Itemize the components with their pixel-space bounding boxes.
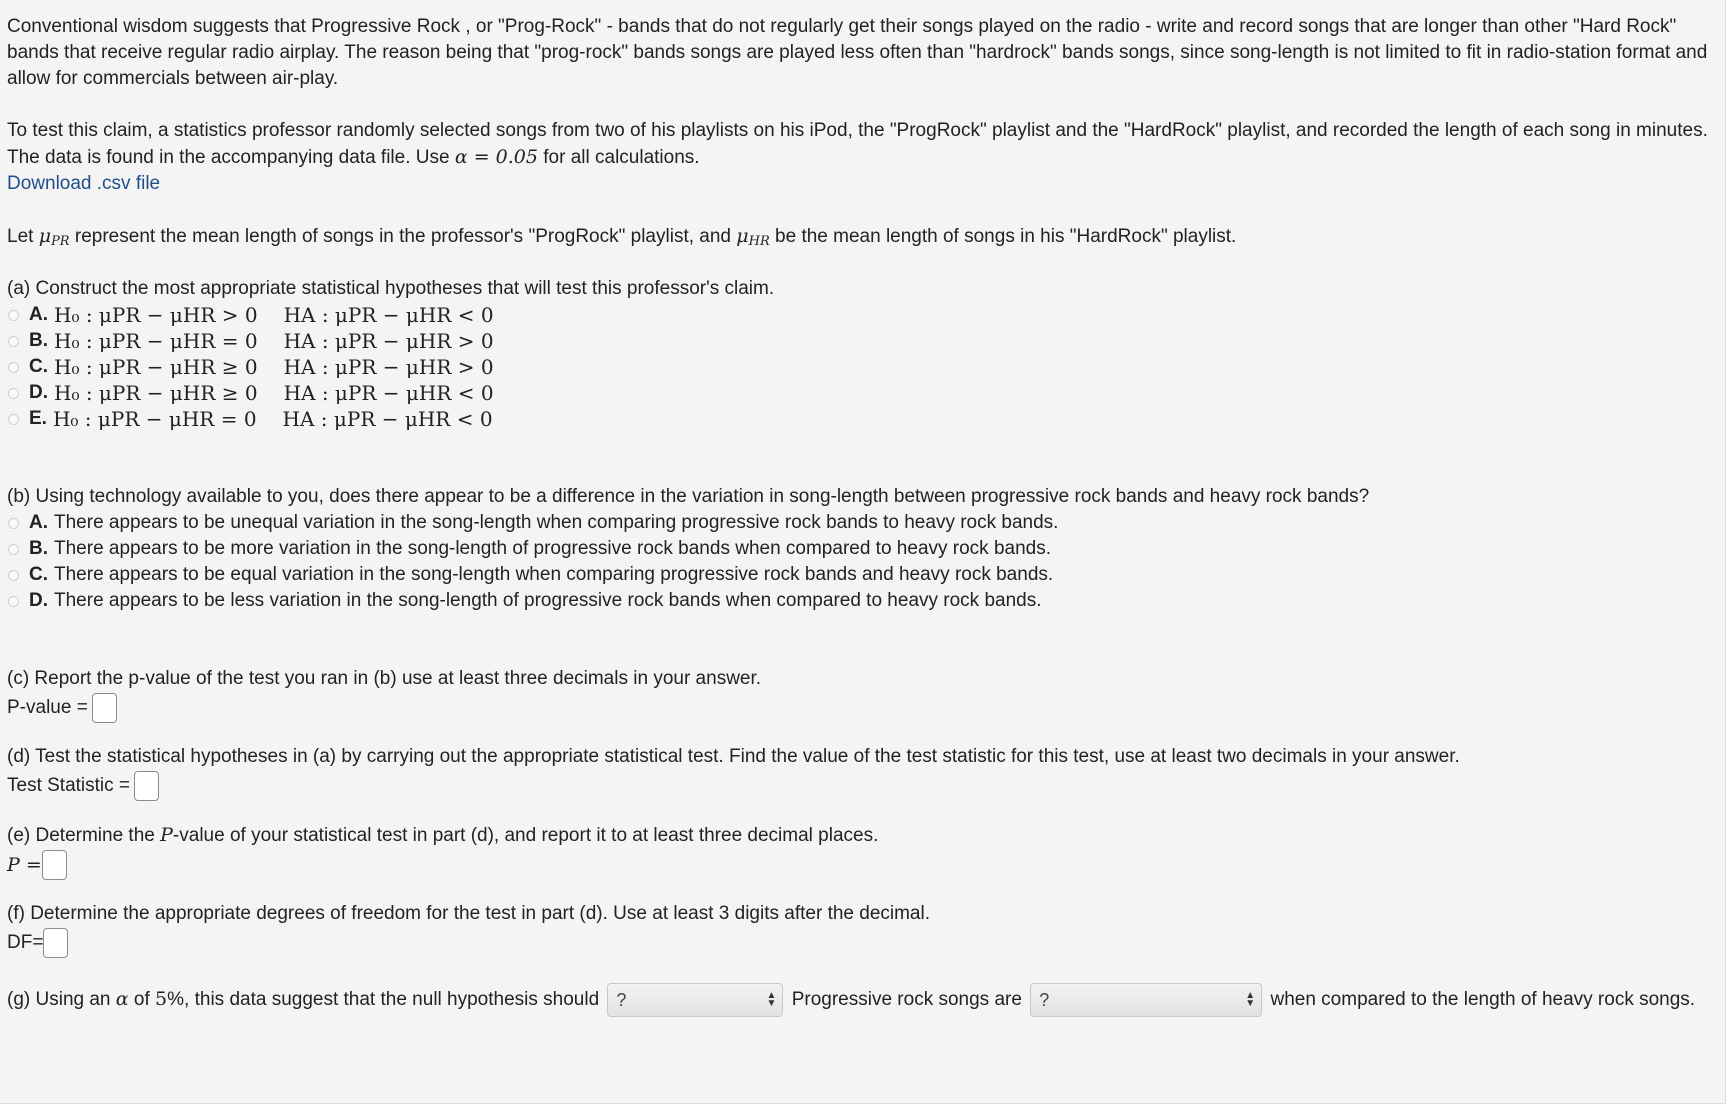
null-hypothesis: H₀ : μPR − μHR > 0 [54,303,258,327]
part-b-question: (b) Using technology available to you, does there appear to be a difference in the variation in song-length between progressive rock bands and heavy rock bands? [7,486,1370,507]
radio-button[interactable] [8,544,19,555]
null-hypothesis: H₀ : μPR − μHR ≥ 0 [54,381,258,405]
option-letter: D. [29,382,48,403]
radio-button[interactable] [8,596,19,607]
part-g-of: of [133,989,150,1011]
select-arrows-icon: ▲ ▼ [1245,990,1256,1009]
part-b-option[interactable] [7,562,1717,588]
radio-button[interactable] [8,310,19,321]
let-definition [7,223,1717,250]
let-mid: represent the mean length of songs in the professor's "ProgRock" playlist, and [74,226,731,247]
p-label: P = [7,854,42,876]
part-g-post: when compared to the length of heavy rock songs. [1270,989,1696,1011]
radio-button[interactable] [8,336,19,347]
hypothesis-pair [54,302,494,328]
hypothesis-pair [53,406,493,432]
test-statistic-label: Test Statistic = [7,775,131,796]
intro-paragraph-3 [7,144,1717,171]
alternative-hypothesis: HA : μPR − μHR < 0 [283,303,494,327]
part-g-mid-2: Progressive rock songs are [791,989,1022,1011]
option-letter: A. [29,512,48,533]
mu-pr-symbol: $\mu_{PR}$ [38,225,70,249]
alternative-hypothesis: HA : μPR − μHR > 0 [283,329,494,353]
part-e-question [7,822,1717,849]
alpha-text-post: for all calculations. [543,147,700,168]
radio-button[interactable] [8,414,19,425]
part-c-question: (c) Report the p-value of the test you ran in (b) use at least three decimals in your answer. [7,668,762,689]
mu-hr-symbol: $\mu_{HR}$ [736,225,770,249]
part-f-answer-row [7,927,1717,959]
option-letter: C. [29,356,48,377]
part-d-question: (d) Test the statistical hypotheses in (a) by carrying out the appropriate statistical test. Find the value of the test statistic for this test, use at least two decimals in your answer. [7,746,1460,767]
part-g-question [7,983,1717,1017]
part-a-option[interactable] [7,406,1717,432]
intro-paragraph-1: Conventional wisdom suggests that Progressive Rock , or "Prog-Rock" - bands that do not regularly get their songs played on the radio - write and record songs that are longer than other "Hard Rock" bands that receive regular radio airplay. The reason being that "prog-rock" bands songs are played less often than "hardrock" bands songs, since song-length is not limited to fit in radio-station format and allow for commercials between air-play. [7,16,1708,89]
null-hypothesis-select[interactable] [607,983,783,1017]
part-e-pre: (e) Determine the [7,825,155,846]
option-letter: A. [29,304,48,325]
five-value: 5 [155,988,168,1011]
alpha-text-pre: The data is found in the accompanying data file. Use [7,147,450,168]
option-letter: D. [29,590,48,611]
length-comparison-select[interactable] [1030,983,1262,1017]
intro-paragraph-2: To test this claim, a statistics professor randomly selected songs from two of his playlists on his iPod, the "ProgRock" playlist and the "HardRock" playlist, and recorded the length of each song in minutes. [7,120,1708,141]
option-letter: C. [29,564,48,585]
option-letter: E. [29,408,47,429]
part-e-answer-row [7,849,1717,881]
let-post: be the mean length of songs in his "HardRock" playlist. [775,226,1237,247]
download-csv-link[interactable]: Download .csv file [7,173,161,194]
alpha-equation: α = 0.05 [454,146,538,168]
p-input[interactable] [42,850,67,880]
select-arrows-icon: ▲ ▼ [766,990,777,1009]
df-input[interactable] [43,928,68,958]
p-symbol: P [160,824,173,846]
part-b-option[interactable] [7,510,1717,536]
option-text: There appears to be less variation in the song-length of progressive rock bands when compared to heavy rock bands. [54,590,1042,611]
let-pre: Let [7,226,34,247]
part-b-options [7,510,1717,614]
alpha-symbol: α [115,988,129,1011]
option-text: There appears to be equal variation in the song-length when comparing progressive rock bands and heavy rock bands. [54,564,1054,585]
part-c-answer-row [7,692,1717,724]
df-label: DF= [7,932,44,953]
option-letter: B. [29,538,48,559]
radio-button[interactable] [8,362,19,373]
part-f-question: (f) Determine the appropriate degrees of freedom for the test in part (d). Use at least 3 digits after the decimal. [7,903,931,924]
alternative-hypothesis: HA : μPR − μHR < 0 [283,381,494,405]
part-a-options [7,302,1717,432]
hypothesis-pair [54,380,494,406]
select-value: ? [1039,990,1050,1010]
hypothesis-pair [54,354,494,380]
radio-button[interactable] [8,570,19,581]
part-a-option[interactable] [7,380,1717,406]
null-hypothesis: H₀ : μPR − μHR ≥ 0 [54,355,258,379]
alternative-hypothesis: HA : μPR − μHR > 0 [283,355,494,379]
part-a-option[interactable] [7,354,1717,380]
part-a-option[interactable] [7,328,1717,354]
part-a-question: (a) Construct the most appropriate statistical hypotheses that will test this professor's claim. [7,278,775,299]
option-letter: B. [29,330,48,351]
option-text: There appears to be unequal variation in the song-length when comparing progressive rock bands to heavy rock bands. [54,512,1059,533]
part-a-option[interactable] [7,302,1717,328]
part-e-post: -value of your statistical test in part (d), and report it to at least three decimal places. [172,825,879,846]
test-statistic-input[interactable] [134,771,159,801]
option-text: There appears to be more variation in the song-length of progressive rock bands when compared to heavy rock bands. [54,538,1052,559]
null-hypothesis: H₀ : μPR − μHR = 0 [52,407,257,431]
part-b-option[interactable] [7,588,1717,614]
hypothesis-pair [54,328,494,354]
p-value-label: P-value = [7,697,88,718]
radio-button[interactable] [8,388,19,399]
null-hypothesis: H₀ : μPR − μHR = 0 [54,329,258,353]
p-value-input[interactable] [92,693,117,723]
part-b-option[interactable] [7,536,1717,562]
alternative-hypothesis: HA : μPR − μHR < 0 [282,407,493,431]
part-d-answer-row [7,770,1717,802]
part-g-pre: (g) Using an [7,989,111,1011]
part-g-mid: %, this data suggest that the null hypothesis should [167,989,600,1011]
radio-button[interactable] [8,518,19,529]
select-value: ? [616,990,627,1010]
